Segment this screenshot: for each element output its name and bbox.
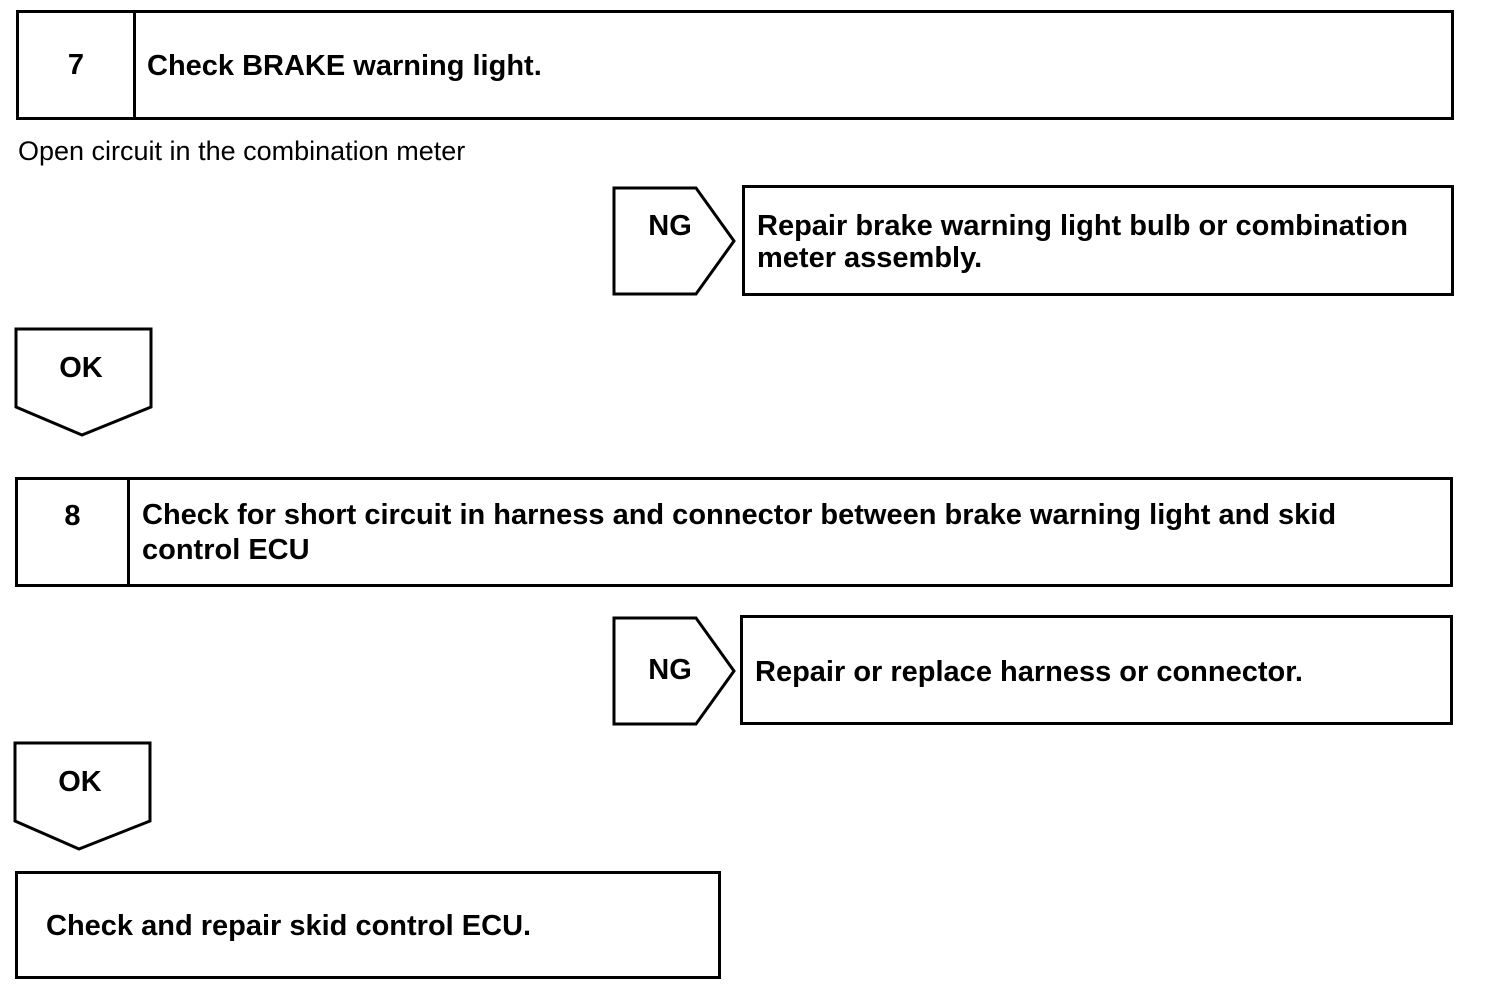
ok-label-1: OK: [59, 352, 103, 384]
step-8-number: 8: [18, 480, 130, 584]
ng-action-1-text: Repair brake warning light bulb or combination meter assembly.: [757, 210, 1408, 274]
ok-label-2: OK: [58, 766, 102, 798]
ng-action-1-box: [742, 185, 1454, 296]
final-action-box: [15, 871, 721, 979]
step-8-box: [15, 477, 1453, 587]
step-7-number: 7: [19, 13, 136, 117]
step-7-note: Open circuit in the combination meter: [18, 136, 466, 166]
step-7-title: Check BRAKE warning light.: [147, 50, 542, 82]
ng-action-2-box: [740, 615, 1453, 725]
final-action-text: Check and repair skid control ECU.: [46, 910, 532, 942]
step-7-box: [16, 10, 1454, 120]
step-8-title: Check for short circuit in harness and connector between brake warning light and skid control ECU: [142, 499, 1337, 566]
ng-label-2: NG: [648, 654, 692, 686]
ng-label-1: NG: [648, 210, 692, 242]
ng-action-2-text: Repair or replace harness or connector.: [755, 656, 1303, 688]
